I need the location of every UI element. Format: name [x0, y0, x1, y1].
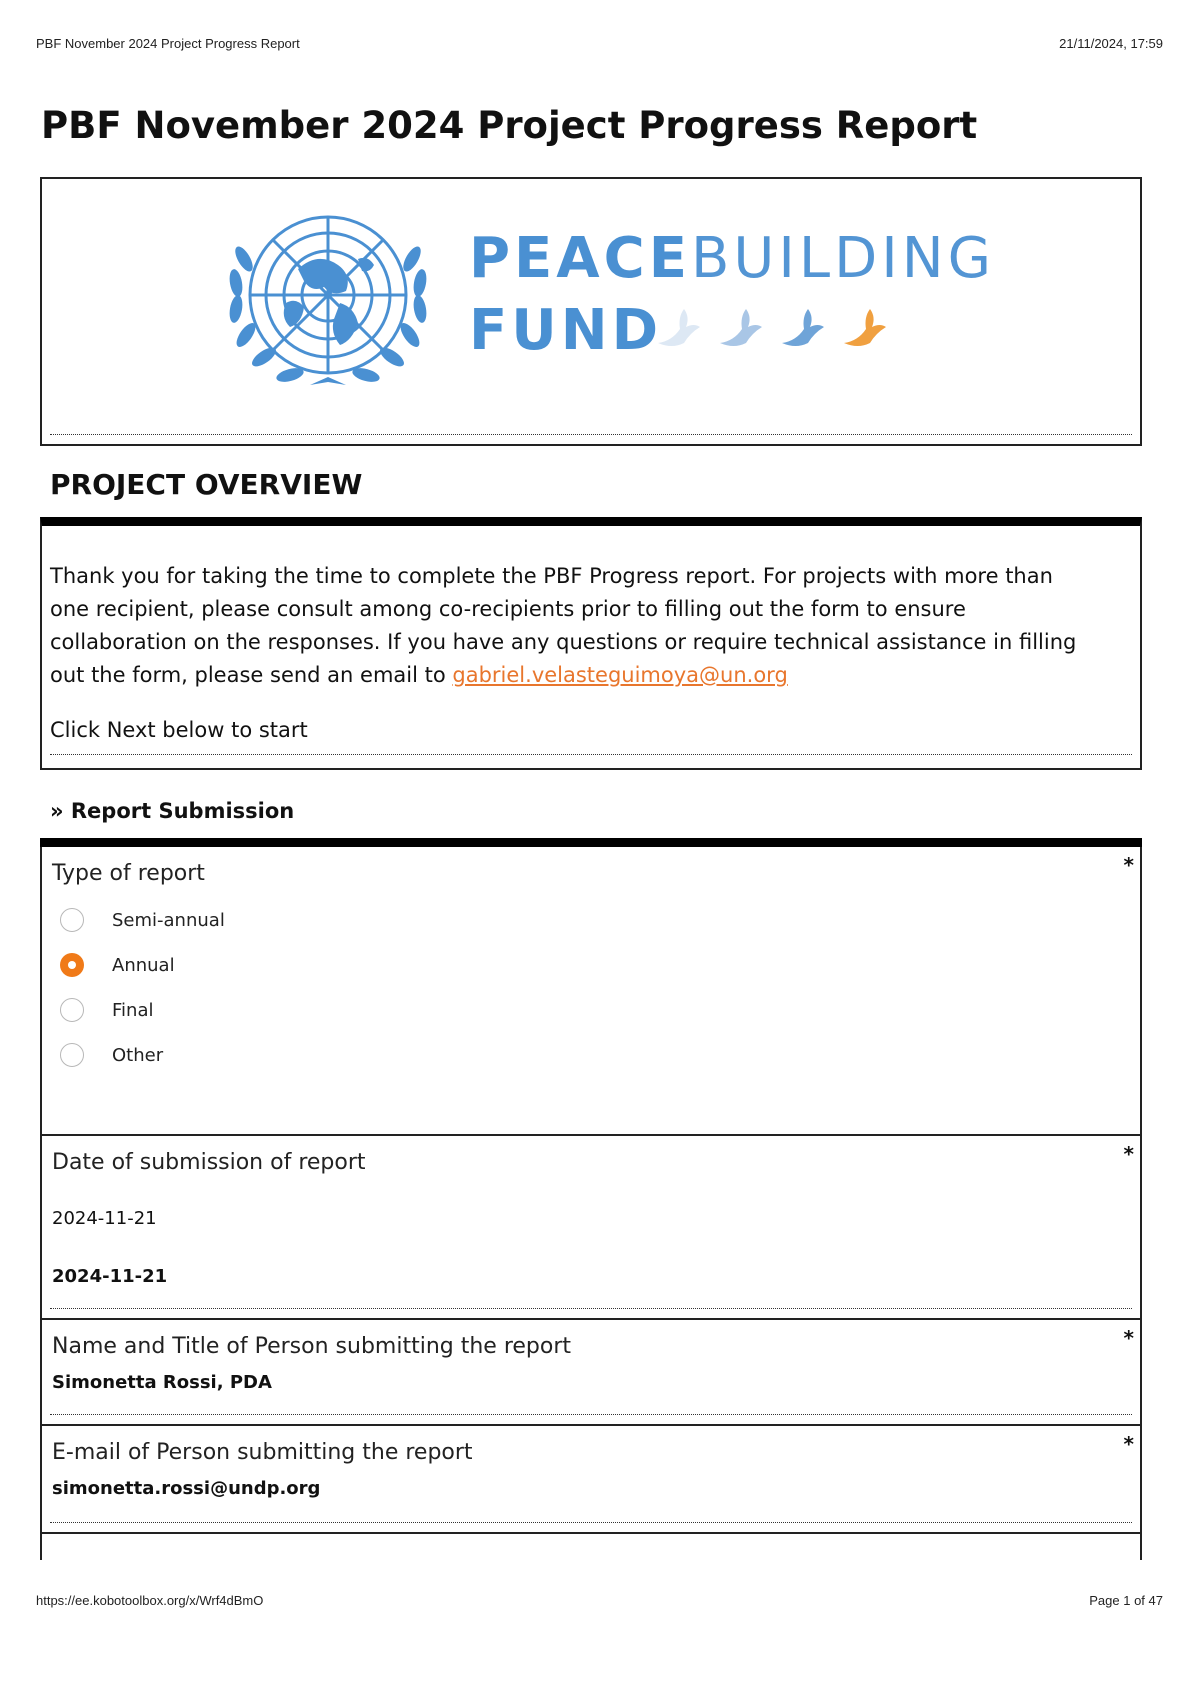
radio-option-final[interactable] — [60, 995, 153, 1025]
doves-icon — [654, 307, 894, 353]
page-title: PBF November 2024 Project Progress Report — [41, 104, 978, 147]
required-marker: * — [1123, 853, 1134, 877]
un-emblem-icon — [210, 199, 446, 395]
group-title-report-submission: » Report Submission — [50, 799, 295, 823]
divider — [50, 754, 1132, 755]
print-footer-page: Page 1 of 47 — [1089, 1593, 1163, 1608]
question-label: Date of submission of report — [52, 1150, 366, 1175]
question-label: Name and Title of Person submitting the report — [52, 1334, 572, 1359]
print-header-title: PBF November 2024 Project Progress Report — [36, 36, 300, 51]
print-footer — [36, 1593, 1163, 1608]
date-value: 2024-11-21 — [52, 1266, 168, 1287]
divider — [50, 1414, 1132, 1415]
radio-label[interactable]: Other — [112, 1044, 164, 1066]
fund-wordmark: FUND — [469, 298, 663, 363]
peacebuilding-wordmark — [469, 226, 996, 291]
print-header — [36, 36, 1163, 51]
radio-button[interactable] — [60, 998, 84, 1022]
question-label: Type of report — [52, 861, 205, 886]
start-instruction: Click Next below to start — [50, 718, 308, 742]
intro-text — [50, 560, 1090, 692]
divider — [50, 434, 1132, 435]
required-marker: * — [1123, 1326, 1134, 1350]
question-email — [40, 1426, 1142, 1534]
print-footer-url: https://ee.kobotoolbox.org/x/Wrf4dBmO — [36, 1593, 264, 1608]
support-email-link[interactable]: gabriel.velasteguimoya@un.org — [452, 663, 788, 687]
section-title-project-overview: PROJECT OVERVIEW — [50, 468, 363, 501]
print-header-datetime: 21/11/2024, 17:59 — [1059, 36, 1163, 51]
radio-button-selected[interactable] — [60, 953, 84, 977]
required-marker: * — [1123, 1142, 1134, 1166]
project-overview-box — [40, 517, 1142, 770]
radio-button[interactable] — [60, 908, 84, 932]
logo-box — [40, 177, 1142, 446]
question-date-of-submission — [40, 1136, 1142, 1320]
date-input[interactable]: 2024-11-21 — [52, 1208, 157, 1229]
radio-label[interactable]: Annual — [112, 954, 175, 976]
radio-option-other[interactable] — [60, 1040, 163, 1070]
required-marker: * — [1123, 1432, 1134, 1456]
radio-label[interactable]: Final — [112, 999, 154, 1021]
divider — [50, 1308, 1132, 1309]
group-bar — [40, 838, 1142, 847]
intro-text-body: Thank you for taking the time to complete the PBF Progress report. For projects with more than one recipient, please consult among co-recipients prior to filling out the form to ensure collaboration on the responses. If you have any questions or require technical assistance in filling out the form, please send an email to — [50, 564, 1077, 687]
radio-option-annual[interactable] — [60, 950, 175, 980]
radio-label[interactable]: Semi-annual — [112, 909, 225, 931]
question-type-of-report — [40, 847, 1142, 1136]
border-continuation — [1140, 1534, 1142, 1560]
radio-option-semi-annual[interactable] — [60, 905, 225, 935]
email-value[interactable]: simonetta.rossi@undp.org — [52, 1478, 321, 1499]
divider — [50, 1522, 1132, 1523]
question-name-title — [40, 1320, 1142, 1426]
name-title-value[interactable]: Simonetta Rossi, PDA — [52, 1372, 272, 1393]
question-label: E-mail of Person submitting the report — [52, 1440, 473, 1465]
border-continuation — [40, 1534, 42, 1560]
radio-button[interactable] — [60, 1043, 84, 1067]
wordmark-light: BUILDING — [691, 226, 996, 291]
wordmark-bold: PEACE — [469, 226, 691, 291]
